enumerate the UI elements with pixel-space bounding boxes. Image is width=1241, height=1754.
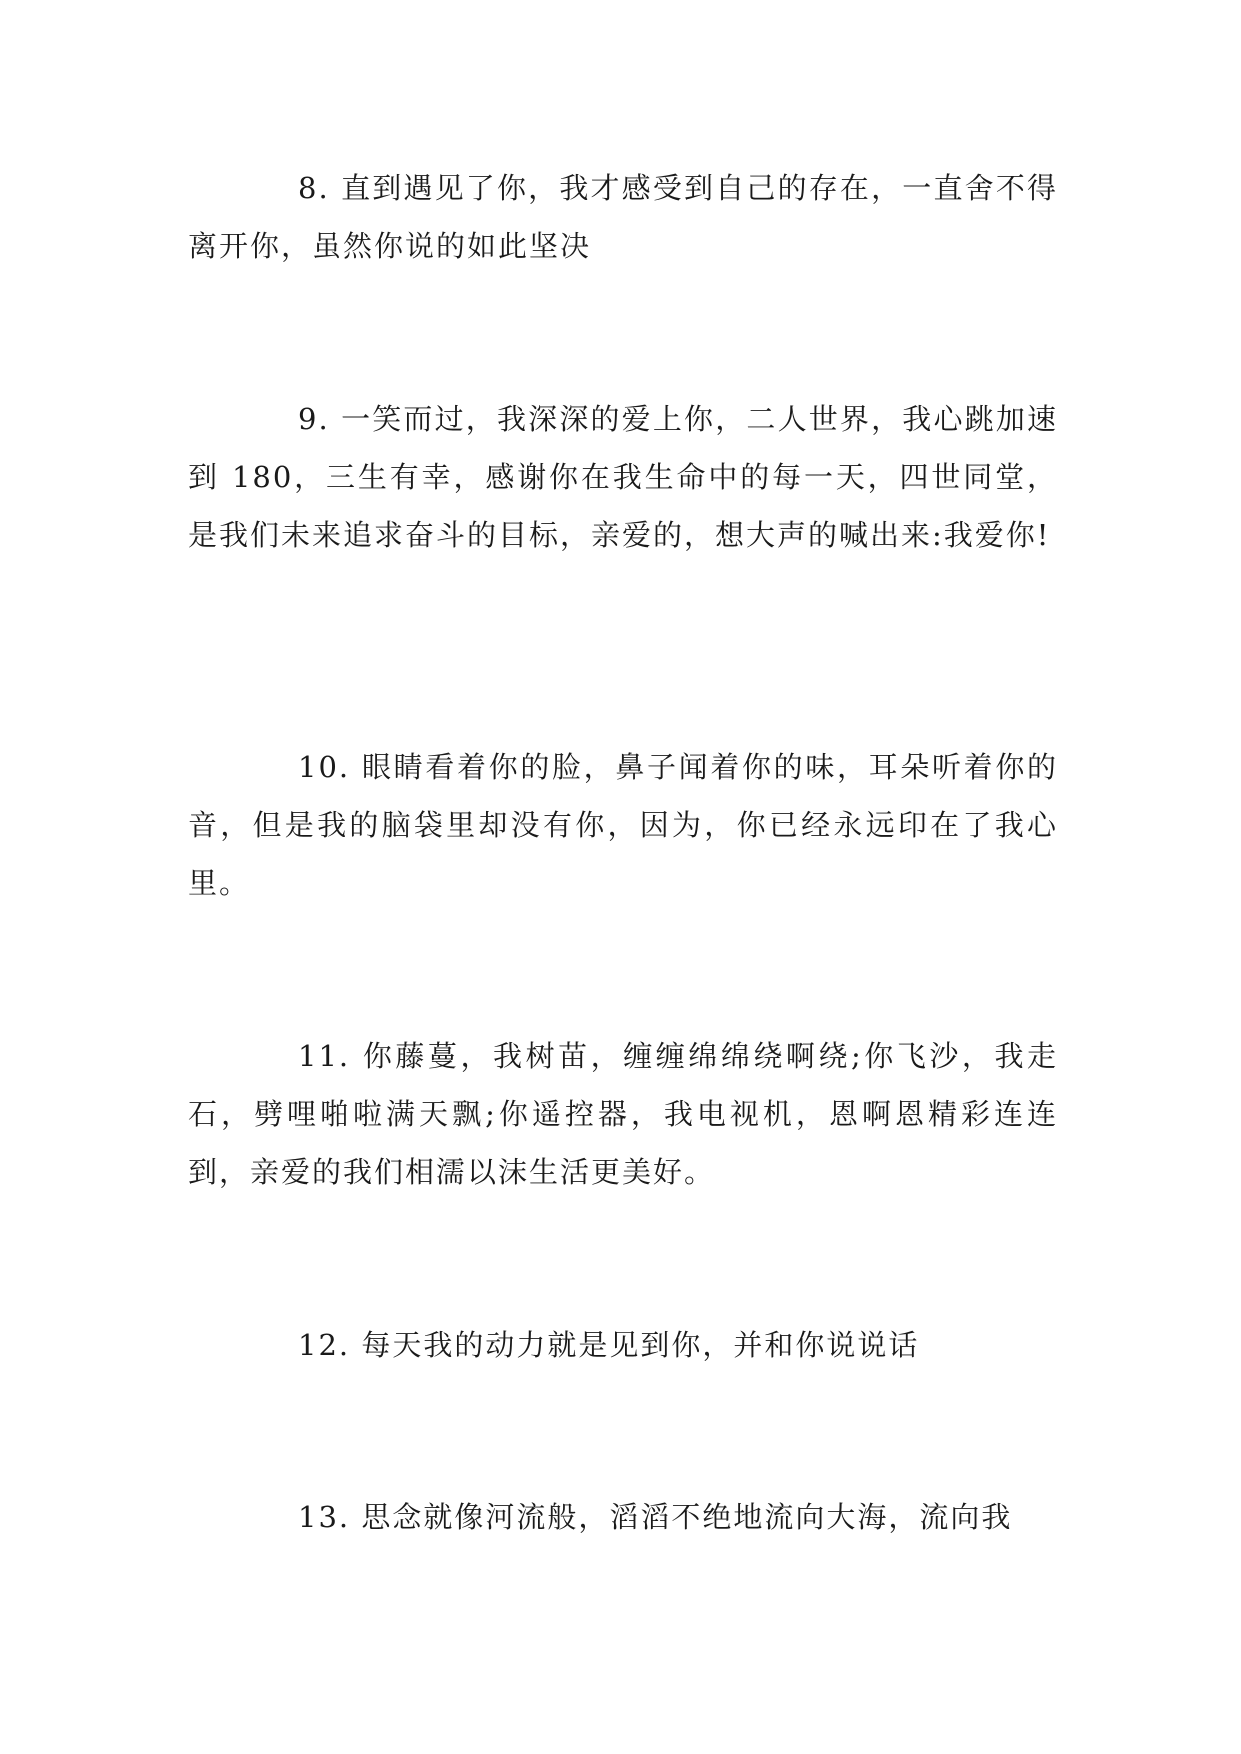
paragraph-13: 13. 思念就像河流般，滔滔不绝地流向大海，流向我 [298,1500,1013,1534]
paragraph-9: 9. 一笑而过，我深深的爱上你，二人世界，我心跳加速到 180，三生有幸，感谢你在我生命中的每一天，四世同堂，是我们未来追求奋斗的目标，亲爱的，想大声的喊出来:我爱你! [188,402,1058,552]
paragraph-10: 10. 眼睛看着你的脸，鼻子闻着你的味，耳朵听着你的音，但是我的脑袋里却没有你，因为，你已经永远印在了我心里。 [188,750,1058,900]
paragraph-8: 8. 直到遇见了你，我才感受到自己的存在，一直舍不得离开你，虽然你说的如此坚决 [188,171,1058,263]
paragraph-12: 12. 每天我的动力就是见到你，并和你说说话 [298,1328,920,1362]
paragraph-11: 11. 你藤蔓，我树苗，缠缠绵绵绕啊绕;你飞沙，我走石，劈哩啪啦满天飘;你遥控器，我电视机，恩啊恩精彩连连到，亲爱的我们相濡以沫生活更美好。 [188,1039,1058,1189]
